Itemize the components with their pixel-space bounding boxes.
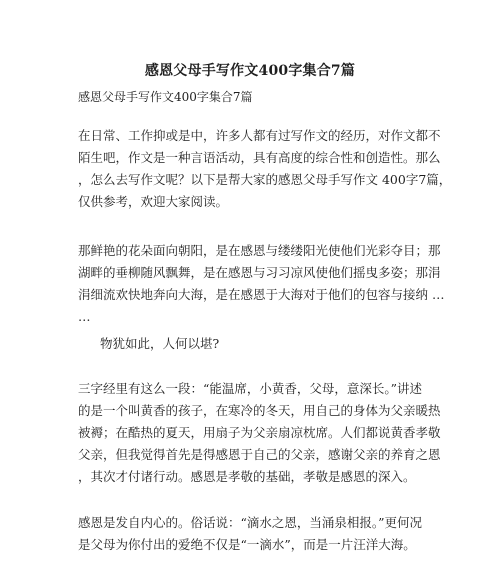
paragraph-line: 湖畔的垂柳随风飘舞，是在感恩与习习凉风使他们摇曳多姿；那涓: [78, 265, 441, 280]
paragraph-line: 三字经里有这么一段：“能温席，小黄香，父母，意深长。”讲述: [78, 381, 423, 396]
paragraph-line: ，其次才付诸行动。感恩是孝敬的基础，孝敬是感恩的深入。: [78, 469, 416, 484]
document-subtitle: 感恩父母手写作文400字集合7篇: [78, 90, 253, 104]
paragraph-intro: [78, 125, 452, 213]
paragraph-line: 是父母为你付出的爱绝不仅是“一滴水”，而是一片汪洋大海。: [78, 537, 416, 552]
paragraph-gratitude: [78, 512, 428, 556]
paragraph-line: 涓细流欢快地奔向大海，是在感恩于大海对于他们的包容与接纳 …: [78, 287, 445, 302]
paragraph-line: 物犹如此，人何以堪?: [100, 336, 220, 351]
paragraph-line: 被褥；在酷热的夏天，用扇子为父亲扇凉枕席。人们都说黄香孝敬: [78, 425, 441, 440]
paragraph-line: 陌生吧，作文是一种言语活动，具有高度的综合性和创造性。那么: [78, 150, 441, 165]
paragraph-line: 的是一个叫黄香的孩子，在寒冷的冬天，用自己的身体为父亲暖热: [78, 403, 441, 418]
paragraph-line: 感恩是发自内心的。俗话说：“滴水之恩，当涌泉相报。”更何况: [78, 515, 423, 530]
paragraph-line: 父亲，但我觉得首先是得感恩于自己的父亲，感谢父亲的养育之恩: [78, 447, 441, 462]
document-title: 感恩父母手写作文400字集合7篇: [144, 63, 356, 79]
paragraph-flowers: [78, 240, 445, 328]
paragraph-line: 在日常、工作抑或是中，许多人都有过写作文的经历，对作文都不: [78, 128, 441, 143]
paragraph-line: 仅供参考，欢迎大家阅读。: [78, 194, 229, 209]
paragraph-line: …: [78, 309, 91, 324]
paragraph-quote: [100, 333, 450, 355]
paragraph-huangxiang: [78, 378, 441, 488]
paragraph-line: 那鲜艳的花朵面向朝阳，是在感恩与缕缕阳光使他们光彩夺目；那: [78, 243, 441, 258]
paragraph-line: ，怎么去写作文呢？以下是帮大家的感恩父母手写作文 400字7篇，: [78, 172, 452, 187]
